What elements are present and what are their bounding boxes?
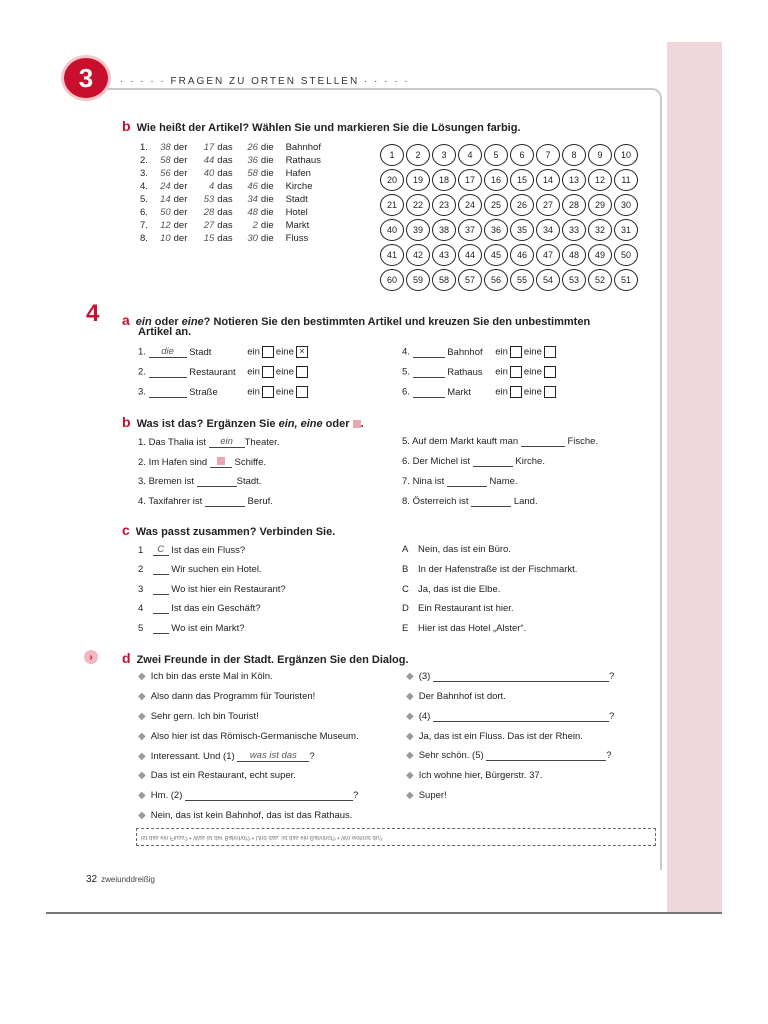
number-circle[interactable]: 58 bbox=[432, 269, 456, 291]
dialog-line-left-5: ◆ Interessant. Und (1) was ist das ? bbox=[138, 750, 315, 762]
circle-row bbox=[380, 269, 642, 291]
ex4a-item-4: 4. Bahnhof ein eine bbox=[402, 346, 558, 358]
number-circle[interactable]: 35 bbox=[510, 219, 534, 241]
upside-down-answer-hint: Ist das ein Fluss? • Was ist der Bahnhof? • Und das, ist das ein Bahnhof? • Wo wohnst du? bbox=[136, 828, 656, 846]
number-circle[interactable]: 16 bbox=[484, 169, 508, 191]
number-circle[interactable]: 13 bbox=[562, 169, 586, 191]
speaker-b-icon: ◆ bbox=[406, 671, 414, 682]
number-circle[interactable]: 34 bbox=[536, 219, 560, 241]
dialog-line-right-2: ◆ Der Bahnhof ist dort. bbox=[406, 691, 506, 702]
ex4b-item-8: 8. Österreich ist Land. bbox=[402, 496, 538, 507]
number-circle[interactable]: 11 bbox=[614, 169, 638, 191]
number-circle[interactable]: 28 bbox=[562, 194, 586, 216]
circle-row bbox=[380, 144, 642, 166]
ex4c-item-5: 5 Wo ist ein Markt? bbox=[138, 623, 245, 634]
number-circle[interactable]: 57 bbox=[458, 269, 482, 291]
answer-field[interactable]: C bbox=[153, 544, 169, 556]
ex4b-item-3: 3. Bremen ist Stadt. bbox=[138, 476, 262, 487]
ex4a-heading-line2: Artikel an. bbox=[138, 326, 192, 338]
number-circle[interactable]: 47 bbox=[536, 244, 560, 266]
ex4b-item-6: 6. Der Michel ist Kirche. bbox=[402, 456, 545, 467]
speaker-b-icon: ◆ bbox=[406, 790, 414, 801]
number-circle[interactable]: 42 bbox=[406, 244, 430, 266]
answer-field[interactable] bbox=[413, 397, 445, 398]
dialog-line-right-5: ◆ Sehr schön. (5) ? bbox=[406, 750, 612, 761]
ex3b-row-2: 2. 58 der 44 das 36 die Rathaus bbox=[140, 155, 321, 166]
page-edge-strip bbox=[667, 42, 722, 914]
checkbox-eine[interactable] bbox=[544, 366, 556, 378]
speaker-a-icon: ◆ bbox=[138, 790, 146, 801]
exercise-number-4: 4 bbox=[86, 300, 100, 327]
page-number-word: zweiunddreißig bbox=[101, 875, 155, 884]
circle-row bbox=[380, 169, 642, 191]
ex4a-item-5: 5. Rathaus ein eine bbox=[402, 366, 558, 378]
number-circle[interactable]: 7 bbox=[536, 144, 560, 166]
speaker-a-icon: ◆ bbox=[138, 731, 146, 742]
number-circle[interactable]: 1 bbox=[380, 144, 404, 166]
number-circle[interactable]: 48 bbox=[562, 244, 586, 266]
empty-article-symbol bbox=[217, 457, 225, 465]
answer-field[interactable] bbox=[185, 800, 353, 801]
audio-arrow-icon: › bbox=[84, 650, 98, 664]
number-circle[interactable]: 50 bbox=[614, 244, 638, 266]
checkbox-ein[interactable] bbox=[262, 346, 274, 358]
number-circle[interactable]: 26 bbox=[510, 194, 534, 216]
number-circle[interactable]: 32 bbox=[588, 219, 612, 241]
dialog-line-right-1: ◆ (3) ? bbox=[406, 671, 615, 682]
ex4c-answer-b: B In der Hafenstraße ist der Fischmarkt. bbox=[402, 564, 578, 575]
answer-field[interactable] bbox=[486, 760, 606, 761]
checkbox-ein[interactable] bbox=[510, 366, 522, 378]
number-circle[interactable]: 23 bbox=[432, 194, 456, 216]
answer-field[interactable] bbox=[153, 574, 169, 575]
number-circle[interactable]: 52 bbox=[588, 269, 612, 291]
unit-number: 3 bbox=[78, 62, 94, 93]
answer-field[interactable]: was ist das bbox=[237, 750, 309, 762]
number-circle[interactable]: 27 bbox=[536, 194, 560, 216]
number-circle[interactable]: 31 bbox=[614, 219, 638, 241]
answer-field[interactable] bbox=[149, 377, 187, 378]
speaker-a-icon: ◆ bbox=[138, 691, 146, 702]
empty-article-symbol bbox=[353, 420, 361, 428]
number-circle[interactable]: 44 bbox=[458, 244, 482, 266]
ex4a-item-3: 3. Straße ein eine bbox=[138, 386, 310, 398]
number-circle[interactable]: 5 bbox=[484, 144, 508, 166]
ex3b-row-8: 8. 10 der 15 das 30 die Fluss bbox=[140, 233, 309, 244]
ex4c-item-3: 3 Wo ist hier ein Restaurant? bbox=[138, 584, 286, 595]
circle-row bbox=[380, 194, 642, 216]
checkbox-ein[interactable] bbox=[510, 346, 522, 358]
ex4c-answer-a: A Nein, das ist ein Büro. bbox=[402, 544, 511, 555]
answer-field[interactable] bbox=[521, 446, 565, 447]
dialog-line-left-3: ◆ Sehr gern. Ich bin Tourist! bbox=[138, 711, 259, 722]
answer-field[interactable] bbox=[413, 377, 445, 378]
answer-field[interactable] bbox=[149, 397, 187, 398]
ex4c-answer-d: D Ein Restaurant ist hier. bbox=[402, 603, 514, 614]
speaker-b-icon: ◆ bbox=[406, 731, 414, 742]
number-circle[interactable]: 22 bbox=[406, 194, 430, 216]
answer-field[interactable] bbox=[153, 633, 169, 634]
ex3b-instruction: Wie heißt der Artikel? Wählen Sie und markieren Sie die Lösungen farbig. bbox=[136, 122, 521, 134]
checkbox-ein[interactable] bbox=[262, 366, 274, 378]
number-circle[interactable]: 10 bbox=[614, 144, 638, 166]
unit-title: · · · · · FRAGEN ZU ORTEN STELLEN · · · · · bbox=[120, 76, 410, 87]
ex3b-row-1: 1. 38 der 17 das 26 die Bahnhof bbox=[140, 142, 321, 153]
number-circle[interactable]: 54 bbox=[536, 269, 560, 291]
answer-field[interactable] bbox=[433, 721, 609, 722]
ex4c-item-2: 2 Wir suchen ein Hotel. bbox=[138, 564, 262, 575]
number-circle[interactable]: 30 bbox=[614, 194, 638, 216]
answer-field[interactable] bbox=[210, 456, 232, 468]
speaker-a-icon: ◆ bbox=[138, 810, 146, 821]
checkbox-ein[interactable] bbox=[510, 386, 522, 398]
speaker-a-icon: ◆ bbox=[138, 671, 146, 682]
ex4a-item-2: 2. Restaurant ein eine bbox=[138, 366, 310, 378]
number-circle[interactable]: 59 bbox=[406, 269, 430, 291]
number-circle[interactable]: 21 bbox=[380, 194, 404, 216]
answer-field[interactable] bbox=[153, 613, 169, 614]
ex4c-item-1: 1 C Ist das ein Fluss? bbox=[138, 544, 246, 556]
ex3b-row-6: 6. 50 der 28 das 48 die Hotel bbox=[140, 207, 308, 218]
speaker-b-icon: ◆ bbox=[406, 770, 414, 781]
number-circle[interactable]: 8 bbox=[562, 144, 586, 166]
dialog-line-right-6: ◆ Ich wohne hier, Bürgerstr. 37. bbox=[406, 770, 543, 781]
number-circle[interactable]: 56 bbox=[484, 269, 508, 291]
checkbox-ein[interactable] bbox=[262, 386, 274, 398]
dialog-line-right-4: ◆ Ja, das ist ein Fluss. Das ist der Rhein. bbox=[406, 731, 583, 742]
dialog-line-left-7: ◆ Hm. (2) ? bbox=[138, 790, 359, 801]
answer-field[interactable] bbox=[205, 506, 245, 507]
answer-field[interactable]: ein bbox=[209, 436, 245, 448]
number-circle[interactable]: 36 bbox=[484, 219, 508, 241]
dialog-line-left-8: ◆ Nein, das ist kein Bahnhof, das ist das Rathaus. bbox=[138, 810, 353, 821]
unit-badge bbox=[64, 58, 108, 98]
page-number: 32 bbox=[86, 874, 98, 885]
number-circle[interactable]: 12 bbox=[588, 169, 612, 191]
ex4c-answer-e: E Hier ist das Hotel „Alster“. bbox=[402, 623, 527, 634]
number-circle[interactable]: 60 bbox=[380, 269, 404, 291]
checkbox-eine[interactable] bbox=[296, 366, 308, 378]
speaker-a-icon: ◆ bbox=[138, 770, 146, 781]
page-footer bbox=[86, 874, 155, 885]
dialog-line-left-1: ◆ Ich bin das erste Mal in Köln. bbox=[138, 671, 273, 682]
ex3b-letter: b bbox=[122, 118, 131, 134]
number-circle[interactable]: 40 bbox=[380, 219, 404, 241]
number-circle[interactable]: 33 bbox=[562, 219, 586, 241]
circle-row bbox=[380, 244, 642, 266]
answer-field[interactable] bbox=[433, 681, 609, 682]
speaker-a-icon: ◆ bbox=[138, 751, 146, 762]
ex3b-row-3: 3. 56 der 40 das 58 die Hafen bbox=[140, 168, 311, 179]
dialog-line-right-3: ◆ (4) ? bbox=[406, 711, 615, 722]
number-circle[interactable]: 14 bbox=[536, 169, 560, 191]
ex4c-heading: c Was passt zusammen? Verbinden Sie. bbox=[122, 522, 336, 538]
number-circle[interactable]: 46 bbox=[510, 244, 534, 266]
checkbox-eine[interactable] bbox=[544, 346, 556, 358]
ex4b-heading: b Was ist das? Ergänzen Sie ein, eine oder . bbox=[122, 414, 364, 430]
ex4a-item-6: 6. Markt ein eine bbox=[402, 386, 558, 398]
number-circle-grid bbox=[380, 144, 642, 294]
number-circle[interactable]: 55 bbox=[510, 269, 534, 291]
ex4b-item-7: 7. Nina ist Name. bbox=[402, 476, 518, 487]
answer-field[interactable]: die bbox=[149, 346, 187, 358]
answer-field[interactable] bbox=[413, 357, 445, 358]
circle-row bbox=[380, 219, 642, 241]
speaker-b-icon: ◆ bbox=[406, 691, 414, 702]
ex3b-row-7: 7. 12 der 27 das 2 die Markt bbox=[140, 220, 310, 231]
dialog-line-left-6: ◆ Das ist ein Restaurant, echt super. bbox=[138, 770, 296, 781]
number-circle[interactable]: 37 bbox=[458, 219, 482, 241]
number-circle[interactable]: 19 bbox=[406, 169, 430, 191]
dialog-line-left-2: ◆ Also dann das Programm für Touristen! bbox=[138, 691, 316, 702]
number-circle[interactable]: 18 bbox=[432, 169, 456, 191]
number-circle[interactable]: 6 bbox=[510, 144, 534, 166]
number-circle[interactable]: 49 bbox=[588, 244, 612, 266]
number-circle[interactable]: 51 bbox=[614, 269, 638, 291]
speaker-b-icon: ◆ bbox=[406, 750, 414, 761]
number-circle[interactable]: 41 bbox=[380, 244, 404, 266]
ex4a-heading: a ein oder eine? Notieren Sie den bestimmten Artikel und kreuzen Sie den unbestimmten bbox=[122, 312, 591, 328]
number-circle[interactable]: 3 bbox=[432, 144, 456, 166]
answer-field[interactable] bbox=[473, 466, 513, 467]
answer-field[interactable] bbox=[447, 486, 487, 487]
speaker-b-icon: ◆ bbox=[406, 711, 414, 722]
ex4b-item-4: 4. Taxifahrer ist Beruf. bbox=[138, 496, 273, 507]
checkbox-eine[interactable]: × bbox=[296, 346, 308, 358]
ex4b-item-1: 1. Das Thalia ist ein Theater. bbox=[138, 436, 280, 448]
bottom-rule bbox=[46, 912, 722, 914]
ex4a-item-1: 1. die Stadt ein eine × bbox=[138, 346, 310, 358]
number-circle[interactable]: 53 bbox=[562, 269, 586, 291]
ex3b-row-4: 4. 24 der 4 das 46 die Kirche bbox=[140, 181, 313, 192]
ex4b-item-2: 2. Im Hafen sind Schiffe. bbox=[138, 457, 266, 468]
number-circle[interactable]: 43 bbox=[432, 244, 456, 266]
speaker-a-icon: ◆ bbox=[138, 711, 146, 722]
number-circle[interactable]: 29 bbox=[588, 194, 612, 216]
answer-field[interactable] bbox=[197, 486, 237, 487]
number-circle[interactable]: 15 bbox=[510, 169, 534, 191]
answer-field[interactable] bbox=[153, 594, 169, 595]
checkbox-eine[interactable] bbox=[296, 386, 308, 398]
ex3b-row-5: 5. 14 der 53 das 34 die Stadt bbox=[140, 194, 308, 205]
checkbox-eine[interactable] bbox=[544, 386, 556, 398]
ex4c-item-4: 4 Ist das ein Geschäft? bbox=[138, 603, 261, 614]
answer-field[interactable] bbox=[471, 506, 511, 507]
number-circle[interactable]: 25 bbox=[484, 194, 508, 216]
number-circle[interactable]: 38 bbox=[432, 219, 456, 241]
number-circle[interactable]: 2 bbox=[406, 144, 430, 166]
number-circle[interactable]: 17 bbox=[458, 169, 482, 191]
number-circle[interactable]: 4 bbox=[458, 144, 482, 166]
number-circle[interactable]: 20 bbox=[380, 169, 404, 191]
ex4c-answer-c: C Ja, das ist die Elbe. bbox=[402, 584, 501, 595]
number-circle[interactable]: 9 bbox=[588, 144, 612, 166]
ex3b-heading bbox=[122, 118, 521, 134]
ex4d-heading: d Zwei Freunde in der Stadt. Ergänzen Sie den Dialog. bbox=[122, 650, 409, 666]
number-circle[interactable]: 24 bbox=[458, 194, 482, 216]
dialog-line-right-7: ◆ Super! bbox=[406, 790, 447, 801]
number-circle[interactable]: 39 bbox=[406, 219, 430, 241]
ex4b-item-5: 5. Auf dem Markt kauft man Fische. bbox=[402, 436, 599, 447]
dialog-line-left-4: ◆ Also hier ist das Römisch-Germanische Museum. bbox=[138, 731, 359, 742]
number-circle[interactable]: 45 bbox=[484, 244, 508, 266]
